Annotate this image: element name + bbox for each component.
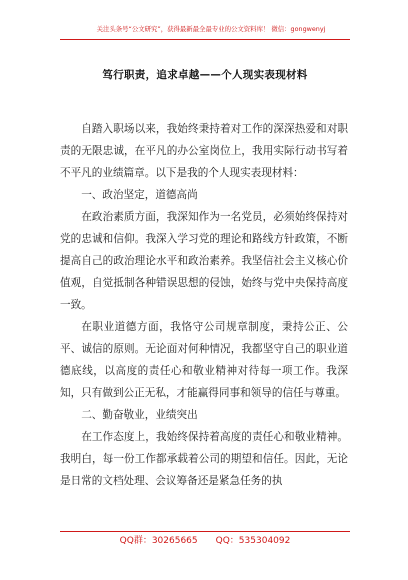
qq-group-text: QQ群：30265665 — [119, 536, 198, 546]
header-notice: 关注头条号“公文研究”，获得最新最全最专业的公文资料库！ 微信：gongwenyj — [96, 25, 326, 33]
header-divider — [60, 39, 350, 40]
section-heading: 一、政治坚定，道德高尚 — [81, 189, 198, 201]
document-body — [60, 118, 348, 492]
intro-paragraph: 自踏入职场以来，我始终秉持着对工作的深深热爱和对职责的无限忠诚，在平凡的办公室岗位上，我用实际行动书写着不平凡的业绩篇章。以下是我的个人现实表现材料： — [60, 123, 348, 179]
document-title: 笃行职责，追求卓越——个人现实表现材料 — [102, 69, 308, 81]
qq-number-text: QQ：535304092 — [215, 536, 291, 546]
footer-contact — [60, 534, 350, 548]
section-heading: 二、勤奋敬业，业绩突出 — [81, 409, 198, 421]
footer-divider — [60, 531, 350, 532]
body-paragraph: 在职业道德方面，我恪守公司规章制度，秉持公正、公平、诚信的原则。无论面对何种情况，我都坚守自己的职业道德底线，以高度的责任心和敬业精神对待每一项工作。我深知，只有做到公正无私，才能赢得同事和领导的信任与尊重。 — [60, 321, 348, 399]
body-paragraph: 在工作态度上，我始终保持着高度的责任心和敬业精神。我明白，每一份工作都承载着公司的期望和信任。因此，无论是日常的文档处理、会议筹备还是紧急任务的执 — [60, 431, 348, 487]
body-paragraph: 在政治素质方面，我深知作为一名党员，必须始终保持对党的忠诚和信仰。我深入学习党的理论和路线方针政策，不断提高自己的政治理论水平和政治素养。我坚信社会主义核心价值观，自觉抵制各种错误思想的侵蚀，始终与党中央保持高度一致。 — [60, 211, 348, 311]
